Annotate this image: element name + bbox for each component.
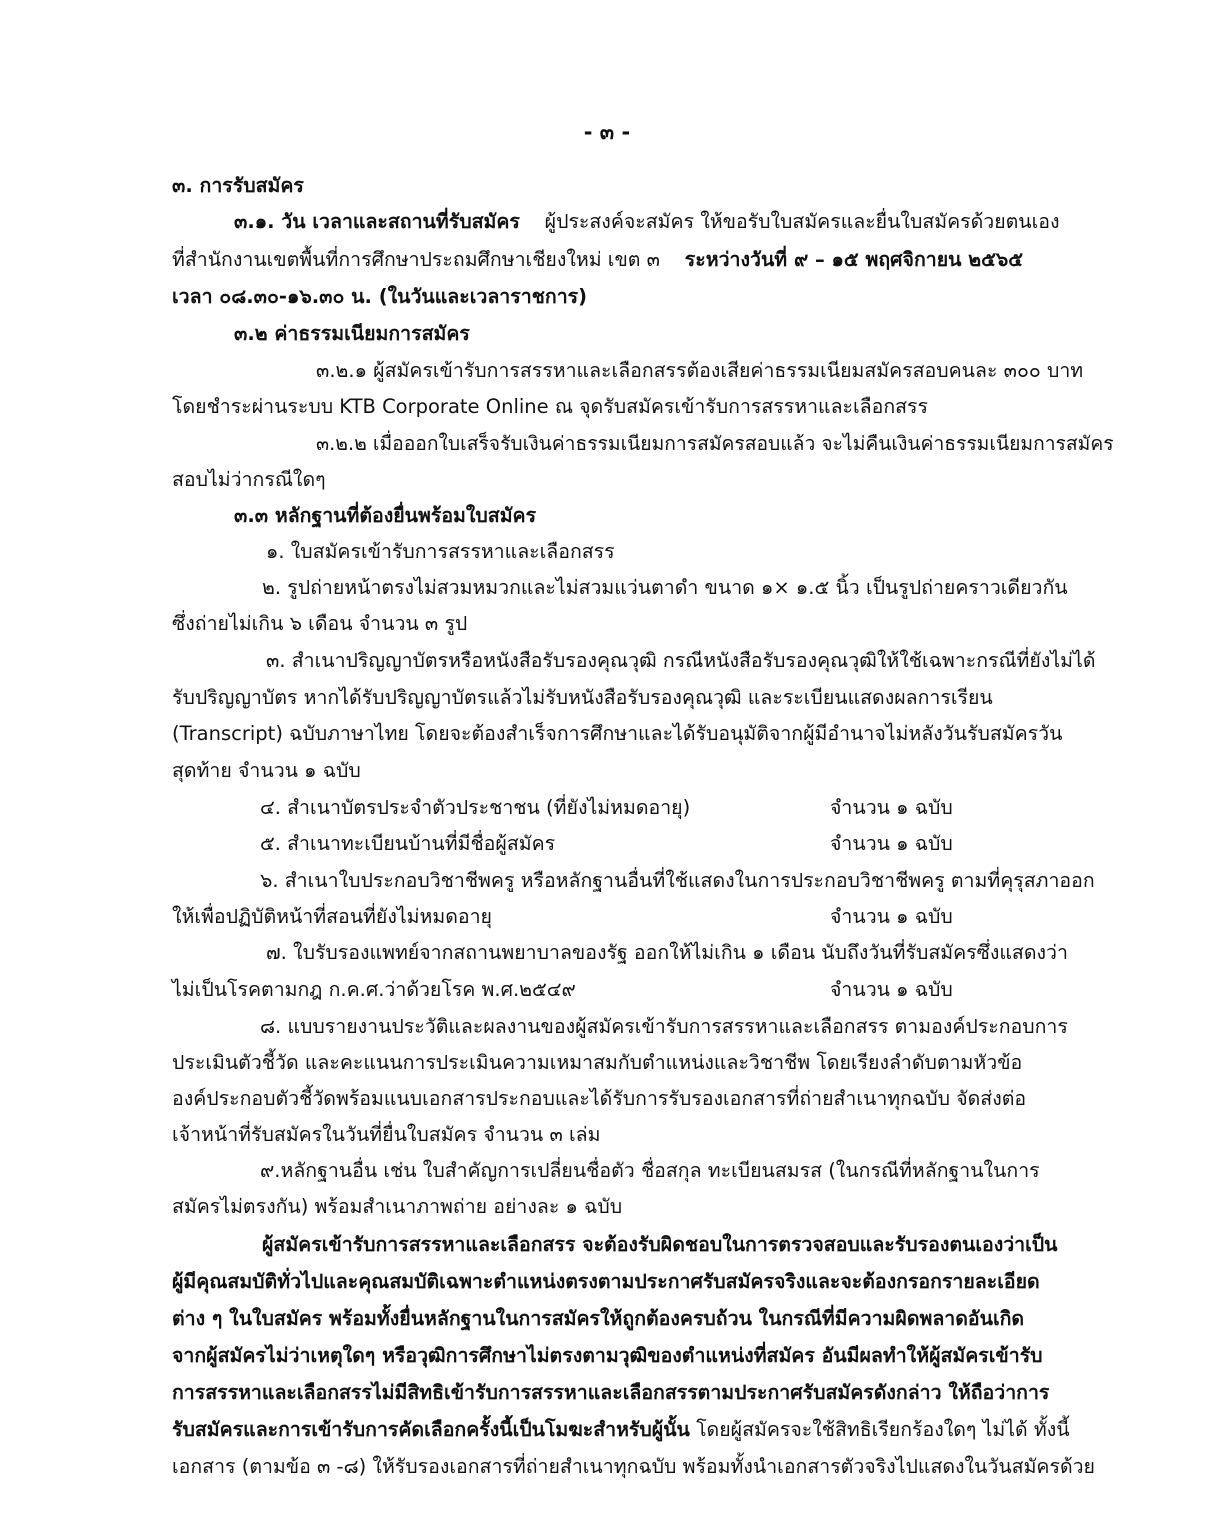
s31-heading: ๓.๑. วัน เวลาและสถานที่รับสมัคร xyxy=(234,210,520,233)
s33-item6-qty: จำนวน ๑ ฉบับ xyxy=(830,905,953,928)
s33-item1: ๑. ใบสมัครเข้ารับการสรรหาและเลือกสรร xyxy=(266,540,615,563)
s33-item8-line3: องค์ประกอบตัวชี้วัดพร้อมแนบเอกสารประกอบและได้รับการรับรองเอกสารที่ถ่ายสำเนาทุกฉบับ จัดส่งต่อ xyxy=(172,1087,1027,1110)
s31-dates: ระหว่างวันที่ ๙ – ๑๕ พฤศจิกายน ๒๕๖๕ xyxy=(684,248,1023,271)
notice-line6 xyxy=(172,1420,1070,1440)
s33-item3-line3: (Transcript) ฉบับภาษาไทย โดยจะต้องสำเร็จการศึกษาและได้รับอนุมัติจากผู้มีอำนาจไม่หลังวันรับสมัครวัน xyxy=(172,722,1063,745)
notice-line2: ผู้มีคุณสมบัติทั่วไปและคุณสมบัติเฉพาะตำแหน่งตรงตามประกาศรับสมัครจริงและจะต้องกรอกรายละเอียด xyxy=(172,1270,1040,1293)
s33-item3-line4: สุดท้าย จำนวน ๑ ฉบับ xyxy=(172,759,361,782)
s32-p2-line1: ๓.๒.๒ เมื่อออกใบเสร็จรับเงินค่าธรรมเนียมการสมัครสอบแล้ว จะไม่คืนเงินค่าธรรมเนียมการสมัคร xyxy=(316,432,1114,455)
s33-item8-line4: เจ้าหน้าที่รับสมัครในวันที่ยื่นใบสมัคร จำนวน ๓ เล่ม xyxy=(172,1123,601,1146)
section-title: ๓. การรับสมัคร xyxy=(172,174,304,197)
s33-item5-qty: จำนวน ๑ ฉบับ xyxy=(830,832,953,855)
notice-line1: ผู้สมัครเข้ารับการสรรหาและเลือกสรร จะต้องรับผิดชอบในการตรวจสอบและรับรองตนเองว่าเป็น xyxy=(262,1233,1058,1256)
s33-item7-qty: จำนวน ๑ ฉบับ xyxy=(830,978,953,1001)
s33-heading: ๓.๓ หลักฐานที่ต้องยื่นพร้อมใบสมัคร xyxy=(234,504,537,527)
s33-item6-line2: ให้เพื่อปฏิบัติหน้าที่สอนที่ยังไม่หมดอายุ xyxy=(172,905,492,928)
s33-item2-line2: ซึ่งถ่ายไม่เกิน ๖ เดือน จำนวน ๓ รูป xyxy=(172,612,468,635)
s33-item7-line2: ไม่เป็นโรคตามกฎ ก.ค.ศ.ว่าด้วยโรค พ.ศ.๒๕๔๙ xyxy=(172,978,576,1001)
s33-item3-line2: รับปริญญาบัตร หากได้รับปริญญาบัตรแล้วไม่รับหนังสือรับรองคุณวุฒิ และระเบียนแสดงผลการเรียน xyxy=(172,686,993,709)
s32-p1-line1: ๓.๒.๑ ผู้สมัครเข้ารับการสรรหาและเลือกสรรต้องเสียค่าธรรมเนียมสมัครสอบคนละ ๓๐๐ บาท xyxy=(316,359,1084,382)
notice-line7: เอกสาร (ตามข้อ ๓ -๘) ให้รับรองเอกสารที่ถ่ายสำเนาทุกฉบับ พร้อมทั้งนำเอกสารตัวจริงไปแสดงในวันสมัครด้วย xyxy=(172,1455,1095,1478)
s32-heading: ๓.๒ ค่าธรรมเนียมการสมัคร xyxy=(234,322,470,345)
s32-p2-line2: สอบไม่ว่ากรณีใดๆ xyxy=(172,468,326,491)
s31-line1-text: ผู้ประสงค์จะสมัคร ให้ขอรับใบสมัครและยื่นใบสมัครด้วยตนเอง xyxy=(544,210,1060,233)
s33-item3-line1: ๓. สำเนาปริญญาบัตรหรือหนังสือรับรองคุณวุฒิ กรณีหนังสือรับรองคุณวุฒิให้ใช้เฉพาะกรณีที่ยังไม่ได้ xyxy=(266,649,1096,672)
page-number: - ๓ - xyxy=(583,120,631,144)
s33-item4-qty: จำนวน ๑ ฉบับ xyxy=(830,796,953,819)
notice-line5: การสรรหาและเลือกสรรไม่มีสิทธิเข้ารับการสรรหาและเลือกสรรตามประกาศรับสมัครดังกล่าว ให้ถือว่าการ xyxy=(172,1381,1050,1404)
notice-line4: จากผู้สมัครไม่ว่าเหตุใดๆ หรือวุฒิการศึกษาไม่ตรงตามวุฒิของตำแหน่งที่สมัคร อันมีผลทำให้ผู้สมัครเข้ารับ xyxy=(172,1344,1043,1367)
s31-time: เวลา ๐๘.๓๐-๑๖.๓๐ น. (ในวันและเวลาราชการ) xyxy=(172,285,588,308)
notice-line3: ต่าง ๆ ในใบสมัคร พร้อมทั้งยื่นหลักฐานในการสมัครให้ถูกต้องครบถ้วน ในกรณีที่มีความผิดพลาดอันเกิด xyxy=(172,1307,1025,1330)
s31-line2 xyxy=(172,250,1023,270)
notice-line6-rest: โดยผู้สมัครจะใช้สิทธิเรียกร้องใดๆ ไม่ได้ ทั้งนี้ xyxy=(696,1418,1070,1441)
s31-line1 xyxy=(234,212,1060,232)
s33-item6-line1: ๖. สำเนาใบประกอบวิชาชีพครู หรือหลักฐานอื่นที่ใช้แสดงในการประกอบวิชาชีพครู ตามที่คุรุสภาออก xyxy=(260,869,1095,892)
s33-item2-line1: ๒. รูปถ่ายหน้าตรงไม่สวมหมวกและไม่สวมแว่นตาดำ ขนาด ๑× ๑.๕ นิ้ว เป็นรูปถ่ายคราวเดียวกัน xyxy=(262,576,1068,599)
s32-p1-line2: โดยชำระผ่านระบบ KTB Corporate Online ณ จุดรับสมัครเข้ารับการสรรหาและเลือกสรร xyxy=(172,395,928,418)
notice-line6-bold: รับสมัครและการเข้ารับการคัดเลือกครั้งนี้เป็นโมฆะสำหรับผู้นั้น xyxy=(172,1418,690,1441)
s33-item9-line2: สมัครไม่ตรงกัน) พร้อมสำเนาภาพถ่าย อย่างละ ๑ ฉบับ xyxy=(172,1195,623,1218)
s33-item4: ๔. สำเนาบัตรประจำตัวประชาชน (ที่ยังไม่หมดอายุ) xyxy=(260,796,691,819)
s33-item8-line2: ประเมินตัวชี้วัด และคะแนนการประเมินความเหมาสมกับตำแหน่งและวิชาชีพ โดยเรียงลำดับตามหัวข้อ xyxy=(172,1051,1023,1074)
s33-item9-line1: ๙.หลักฐานอื่น เช่น ใบสำคัญการเปลี่ยนชื่อตัว ชื่อสกุล ทะเบียนสมรส (ในกรณีที่หลักฐานในการ xyxy=(260,1159,1040,1182)
s33-item5: ๕. สำเนาทะเบียนบ้านที่มีชื่อผู้สมัคร xyxy=(260,832,556,855)
s33-item7-line1: ๗. ใบรับรองแพทย์จากสถานพยาบาลของรัฐ ออกให้ไม่เกิน ๑ เดือน นับถึงวันที่รับสมัครซึ่งแสดงว่า xyxy=(266,941,1068,964)
s31-office: ที่สำนักงานเขตพื้นที่การศึกษาประถมศึกษาเชียงใหม่ เขต ๓ xyxy=(172,248,660,271)
s33-item8-line1: ๘. แบบรายงานประวัติและผลงานของผู้สมัครเข้ารับการสรรหาและเลือกสรร ตามองค์ประกอบการ xyxy=(260,1015,1068,1038)
